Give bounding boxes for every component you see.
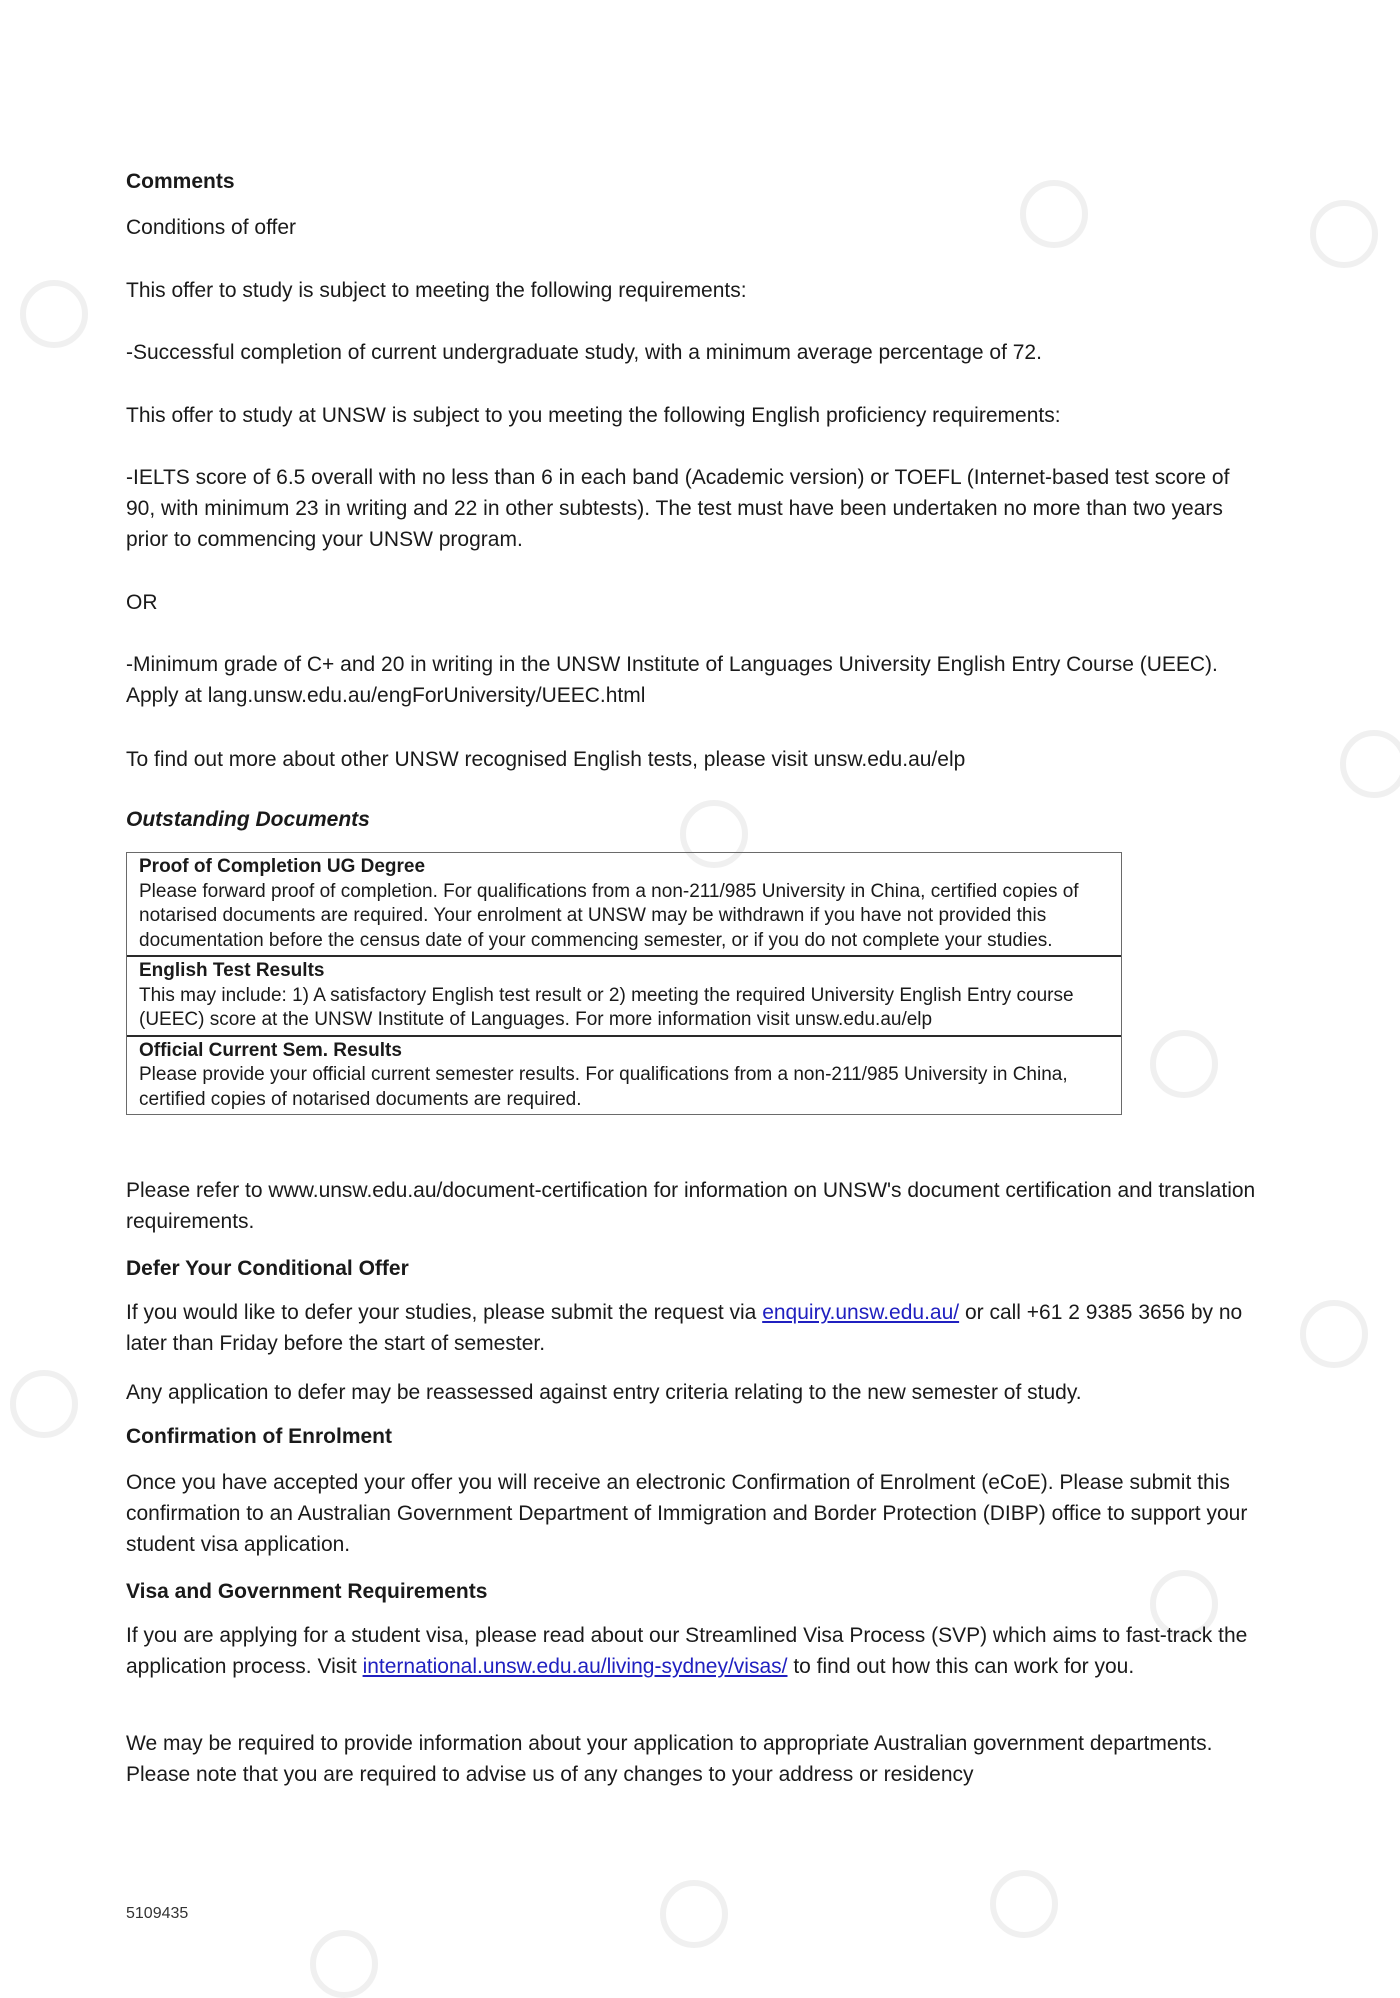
visas-link[interactable]: international.unsw.edu.au/living-sydney/visas/ (362, 1655, 788, 1678)
offer-intro: This offer to study is subject to meeting the following requirements: (126, 279, 747, 302)
defer-heading: Defer Your Conditional Offer (126, 1257, 409, 1280)
document-description: Please forward proof of completion. For qualifications from a non-211/985 University in China, certified copies of notarised documents are required. Your enrolment at UNSW may be withdrawn if you have not provided this documentation before the census date of your commencing semester, or if you do not complete your studies. (139, 880, 1079, 951)
watermark-seal-icon (1020, 180, 1088, 248)
ielts-requirement: -IELTS score of 6.5 overall with no less than 6 in each band (Academic version) or TOEFL (Internet-based test score of 90, with minimum 23 in writing and 22 in other subtests). The test must have been undertaken no more than two years prior to commencing your UNSW program. (126, 466, 1230, 551)
visa-heading: Visa and Government Requirements (126, 1580, 488, 1603)
academic-requirement: -Successful completion of current undergraduate study, with a minimum average percentage of 72. (126, 341, 1042, 364)
defer-instructions (126, 1297, 1266, 1359)
ueec-requirement: -Minimum grade of C+ and 20 in writing in the UNSW Institute of Languages University English Entry Course (UEEC). Apply at lang.unsw.edu.au/engForUniversity/UEEC.html (126, 653, 1218, 707)
document-title: Official Current Sem. Results (139, 1039, 402, 1061)
english-intro: This offer to study at UNSW is subject to you meeting the following English proficiency requirements: (126, 404, 1061, 427)
defer-text-before-link: If you would like to defer your studies, please submit the request via (126, 1301, 763, 1324)
document-number: 5109435 (126, 1905, 189, 1922)
visa-info-note: We may be required to provide information about your application to appropriate Australian government departments. Please note that you are required to advise us of any changes to your address or residency (126, 1732, 1213, 1786)
watermark-seal-icon (990, 1870, 1058, 1938)
or-label: OR (126, 591, 158, 614)
document-description: This may include: 1) A satisfactory English test result or 2) meeting the required University English Entry course (UEEC) score at the UNSW Institute of Languages. For more information visit unsw.edu.au/elp (139, 984, 1074, 1030)
watermark-seal-icon (20, 280, 88, 348)
watermark-seal-icon (310, 1930, 378, 1998)
watermark-seal-icon (1310, 200, 1378, 268)
watermark-seal-icon (660, 1880, 728, 1948)
visa-text-after-link: to find out how this can work for you. (787, 1655, 1135, 1678)
watermark-seal-icon (1340, 730, 1400, 798)
document-title: English Test Results (139, 960, 325, 981)
visa-text-before-link: If you are applying for a student visa, please read about our Streamlined Visa Process (SVP) which aims to fast-track the application process. Visit (126, 1624, 1248, 1678)
document-item (127, 1035, 1121, 1115)
confirmation-heading: Confirmation of Enrolment (126, 1425, 392, 1448)
confirmation-body: Once you have accepted your offer you will receive an electronic Confirmation of Enrolment (eCoE). Please submit this confirmation to an Australian Government Department of Immigration and Border Protection (DIBP) office to support your student visa application. (126, 1471, 1248, 1556)
conditions-label: Conditions of offer (126, 216, 297, 239)
document-item (127, 955, 1121, 1035)
enquiry-link[interactable]: enquiry.unsw.edu.au/ (762, 1301, 960, 1324)
document-description: Please provide your official current semester results. For qualifications from a non-211/985 University in China, certified copies of notarised documents are required. (139, 1064, 1068, 1110)
defer-text-after-link: or call +61 2 9385 3656 by no later than Friday before the start of semester. (126, 1301, 1243, 1355)
document-item (127, 853, 1121, 955)
english-tests-info: To find out more about other UNSW recognised English tests, please visit unsw.edu.au/elp (126, 748, 966, 771)
watermark-seal-icon (1300, 1300, 1368, 1368)
watermark-seal-icon (10, 1370, 78, 1438)
document-title: Proof of Completion UG Degree (139, 856, 426, 877)
comments-heading: Comments (126, 170, 235, 193)
outstanding-documents-table (126, 852, 1122, 1115)
certification-note: Please refer to www.unsw.edu.au/document-certification for information on UNSW's document certification and translation requirements. (126, 1179, 1256, 1233)
defer-reassess-note: Any application to defer may be reassessed against entry criteria relating to the new semester of study. (126, 1381, 1082, 1404)
visa-instructions (126, 1620, 1266, 1682)
outstanding-documents-heading: Outstanding Documents (126, 808, 370, 831)
watermark-seal-icon (1150, 1030, 1218, 1098)
